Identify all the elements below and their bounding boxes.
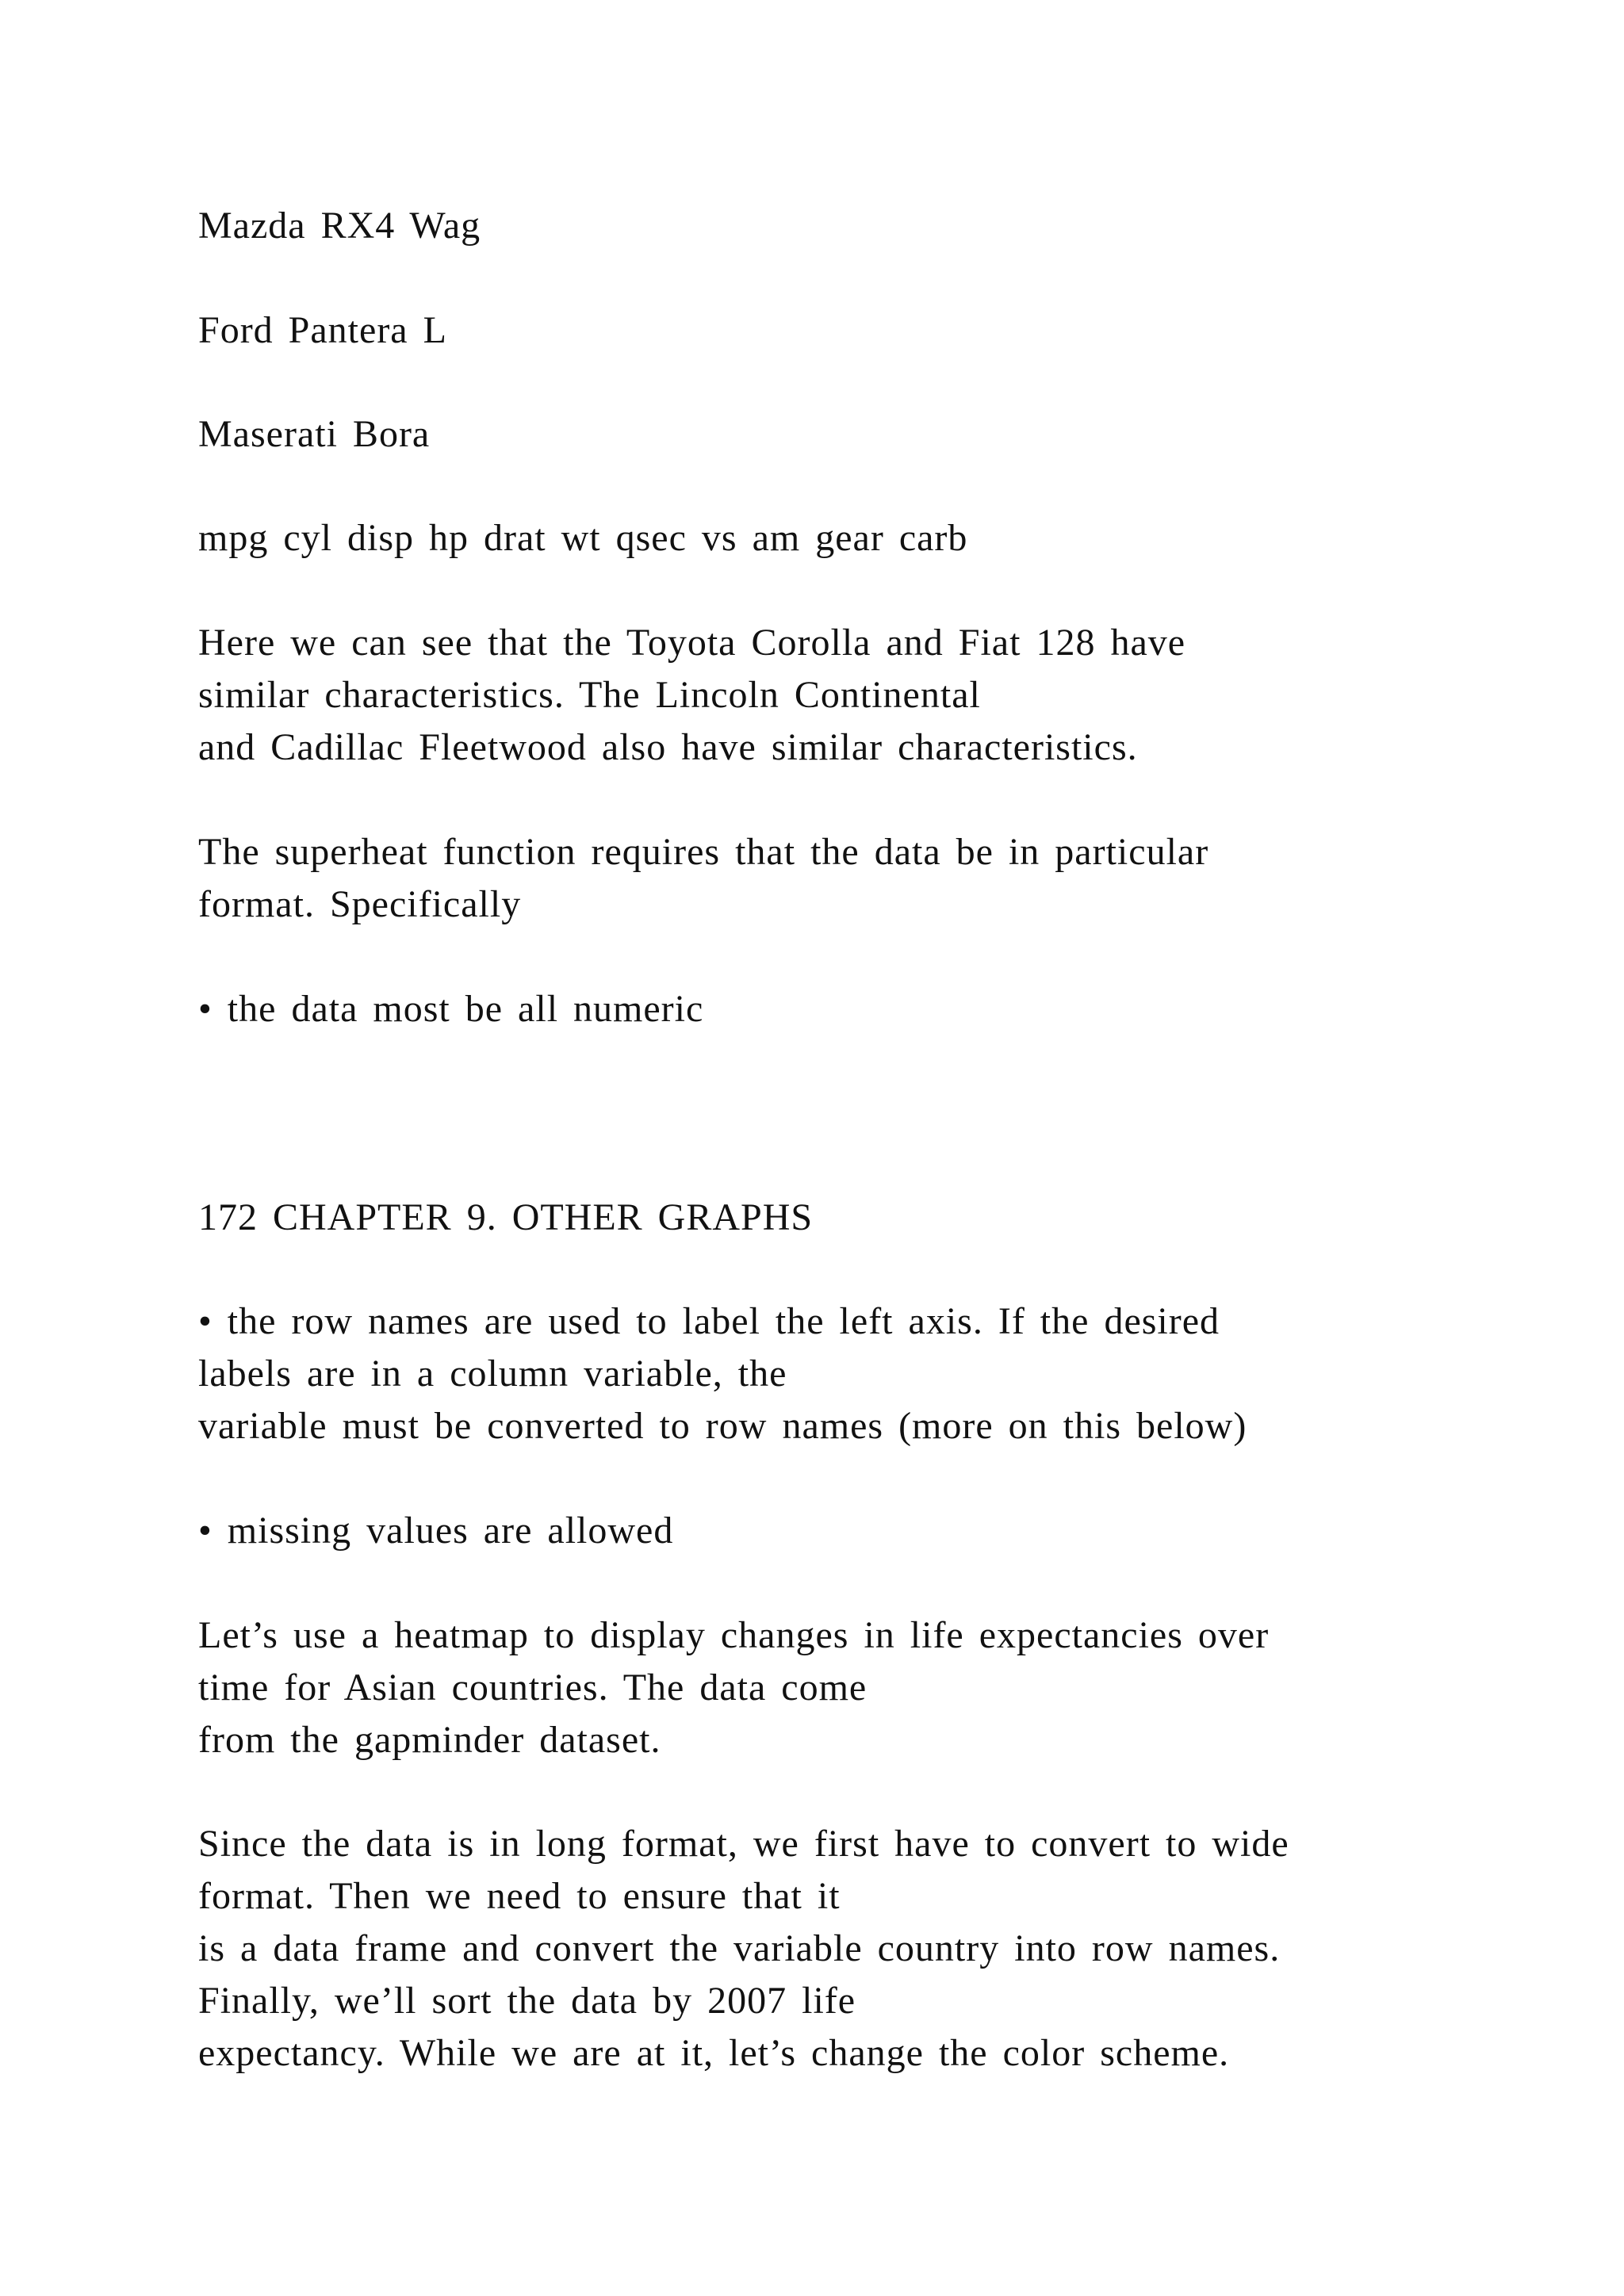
chapter-header: 172 CHAPTER 9. OTHER GRAPHS [198, 1196, 814, 1238]
bullet-row-names: • the row names are used to label the left axis. If the desired labels are in a column variable, the variable must be converted to row names (more on this below) [198, 1300, 1247, 1447]
text-line-mazda: Mazda RX4 Wag [198, 205, 481, 247]
paragraph-similar-characteristics: Here we can see that the Toyota Corolla and Fiat 128 have similar characteristics. The Lincoln Continental and Cadillac Fleetwood also have similar characteristics. [198, 622, 1186, 768]
text-line-ford: Ford Pantera L [198, 309, 447, 351]
bullet-numeric: • the data most be all numeric [198, 988, 704, 1030]
text-line-column-names: mpg cyl disp hp drat wt qsec vs am gear carb [198, 517, 968, 559]
paragraph-superheat-format: The superheat function requires that the data be in particular format. Specifically [198, 831, 1209, 925]
paragraph-heatmap: Let’s use a heatmap to display changes in life expectancies over time for Asian countries. The data come from the gapminder dataset. [198, 1614, 1270, 1761]
paragraph-long-format: Since the data is in long format, we first have to convert to wide format. Then we need to ensure that it is a data frame and convert the variable country into row names. Finally, we’ll sort the data by 2007 life expectancy. While we are at it, let’s change the color scheme. [198, 1823, 1289, 2074]
text-line-maserati: Maserati Bora [198, 413, 431, 455]
bullet-missing-values: • missing values are allowed [198, 1510, 674, 1552]
